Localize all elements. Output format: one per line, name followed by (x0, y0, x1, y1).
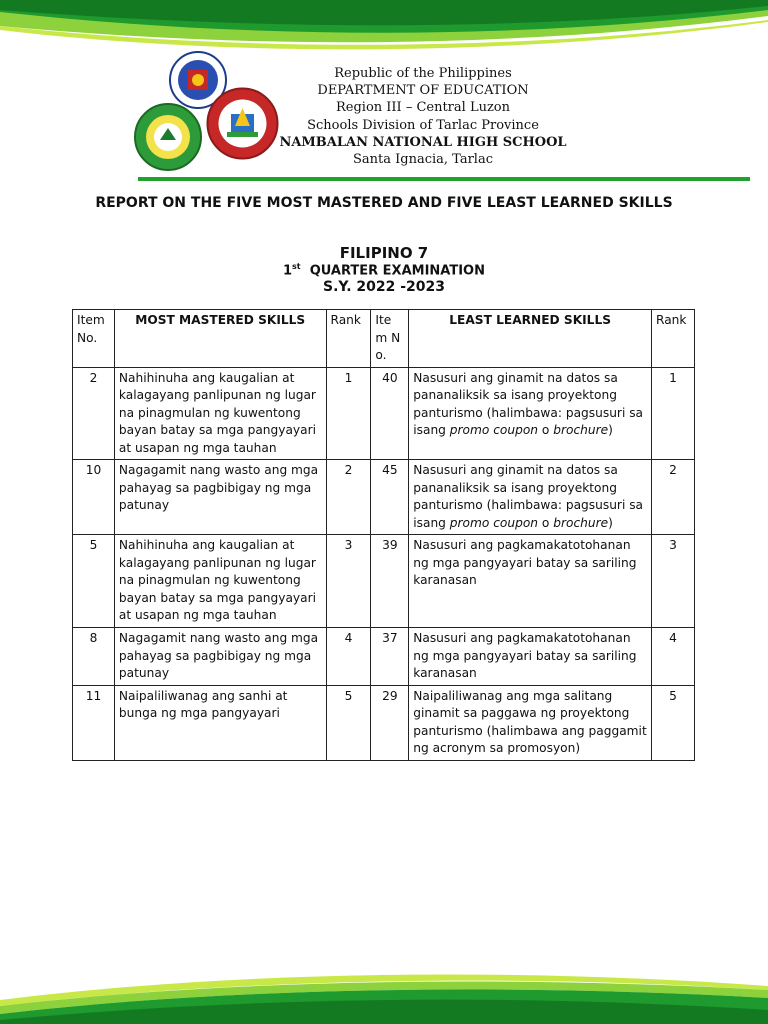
mastered-rank: 4 (326, 628, 371, 686)
school-seal-logo (133, 102, 203, 172)
least-skill-italic: promo coupon (449, 515, 539, 530)
mastered-rank: 2 (326, 460, 371, 535)
region-line: Region III – Central Luzon (335, 100, 510, 116)
item-number: 11 (73, 685, 115, 760)
mastered-skill: Nagagamit nang wasto ang mga pahayag sa pagbibigay ng mga patunay (114, 460, 326, 535)
school-name: NAMBALAN NATIONAL HIGH SCHOOL (279, 134, 567, 150)
header-least-learned: LEAST LEARNED SKILLS (409, 310, 652, 368)
table-row (73, 685, 695, 760)
skills-table (72, 309, 695, 761)
bottom-swoosh-banner (0, 960, 768, 1024)
least-skill-connector: o (538, 515, 554, 530)
header-item-no-2: Ite m No. (371, 310, 409, 368)
quarter-label: QUARTER EXAMINATION (300, 263, 485, 279)
table-row (73, 535, 695, 628)
quarter-title (70, 262, 698, 278)
header-rank-2: Rank (652, 310, 695, 368)
least-rank: 5 (652, 685, 695, 760)
least-skill-italic-2: brochure (553, 515, 609, 530)
least-skill-text: Nasusuri ang ginamit na datos sa pananaliksik sa isang proyektong panturismo (halimbawa: pagsusuri sa isang (413, 463, 644, 530)
least-skill: Nasusuri ang pagkamakatotohanan ng mga pangyayari batay sa sariling karanasan (409, 535, 652, 628)
least-rank: 4 (652, 628, 695, 686)
least-skill-connector: o (538, 423, 554, 437)
item-number: 5 (73, 535, 115, 628)
table-header-row (73, 310, 695, 368)
mastered-skill: Nahihinuha ang kaugalian at kalagayang panlipunan ng lugar na pinagmulan ng kuwentong bayan batay sa mga pangyayari at usapan ng mga tauhan (114, 367, 326, 460)
least-skill-text: Nasusuri ang ginamit na datos sa pananaliksik sa isang proyektong panturismo (halimbawa: pagsusuri sa isang (413, 370, 644, 437)
mastered-skill: Nahihinuha ang kaugalian at kalagayang panlipunan ng lugar na pinagmulan ng kuwentong bayan batay sa mga pangyayari at usapan ng mga tauhan (114, 535, 326, 628)
least-rank: 3 (652, 535, 695, 628)
school-address: Santa Ignacia, Tarlac (353, 152, 493, 168)
mastered-skill: Naipaliliwanag ang sanhi at bunga ng mga pangyayari (114, 685, 326, 760)
item-number: 8 (73, 628, 115, 686)
report-title: REPORT ON THE FIVE MOST MASTERED AND FIVE LEAST LEARNED SKILLS (95, 195, 673, 211)
mastered-rank: 5 (326, 685, 371, 760)
mastered-skill: Nagagamit nang wasto ang mga pahayag sa pagbibigay ng mga patunay (114, 628, 326, 686)
item-number-2: 39 (371, 535, 409, 628)
least-skill (409, 367, 652, 460)
least-skill (409, 460, 652, 535)
least-skill-italic-2: brochure (553, 423, 609, 437)
header-divider (138, 177, 750, 181)
item-number: 2 (73, 367, 115, 460)
school-year: S.Y. 2022 -2023 (322, 279, 446, 295)
division-line: Schools Division of Tarlac Province (307, 117, 539, 133)
quarter-ordinal: st (292, 262, 301, 271)
item-number-2: 45 (371, 460, 409, 535)
table-row (73, 367, 695, 460)
subject-title: FILIPINO 7 (339, 244, 429, 262)
least-skill: Nasusuri ang pagkamakatotohanan ng mga pangyayari batay sa sariling karanasan (409, 628, 652, 686)
item-number-2: 37 (371, 628, 409, 686)
mastered-rank: 3 (326, 535, 371, 628)
quarter-number: 1 (283, 263, 293, 279)
least-rank: 1 (652, 367, 695, 460)
table-row (73, 628, 695, 686)
least-skill-close: ) (608, 515, 613, 530)
item-number: 10 (73, 460, 115, 535)
least-skill-close: ) (608, 423, 613, 437)
least-skill-italic: promo coupon (449, 423, 539, 437)
republic-line: Republic of the Philippines (334, 66, 512, 81)
table-row (73, 460, 695, 535)
item-number-2: 40 (371, 367, 409, 460)
header-item-no: Item No. (73, 310, 115, 368)
letterhead (258, 65, 588, 168)
mastered-rank: 1 (326, 367, 371, 460)
department-line: DEPARTMENT OF EDUCATION (317, 83, 529, 99)
header-rank: Rank (326, 310, 371, 368)
header-most-mastered: MOST MASTERED SKILLS (114, 310, 326, 368)
top-swoosh-banner (0, 0, 768, 60)
least-rank: 2 (652, 460, 695, 535)
least-skill: Naipaliliwanag ang mga salitang ginamit sa paggawa ng proyektong panturismo (halimbawa ang paggamit ng acronym sa promosyon) (409, 685, 652, 760)
item-number-2: 29 (371, 685, 409, 760)
